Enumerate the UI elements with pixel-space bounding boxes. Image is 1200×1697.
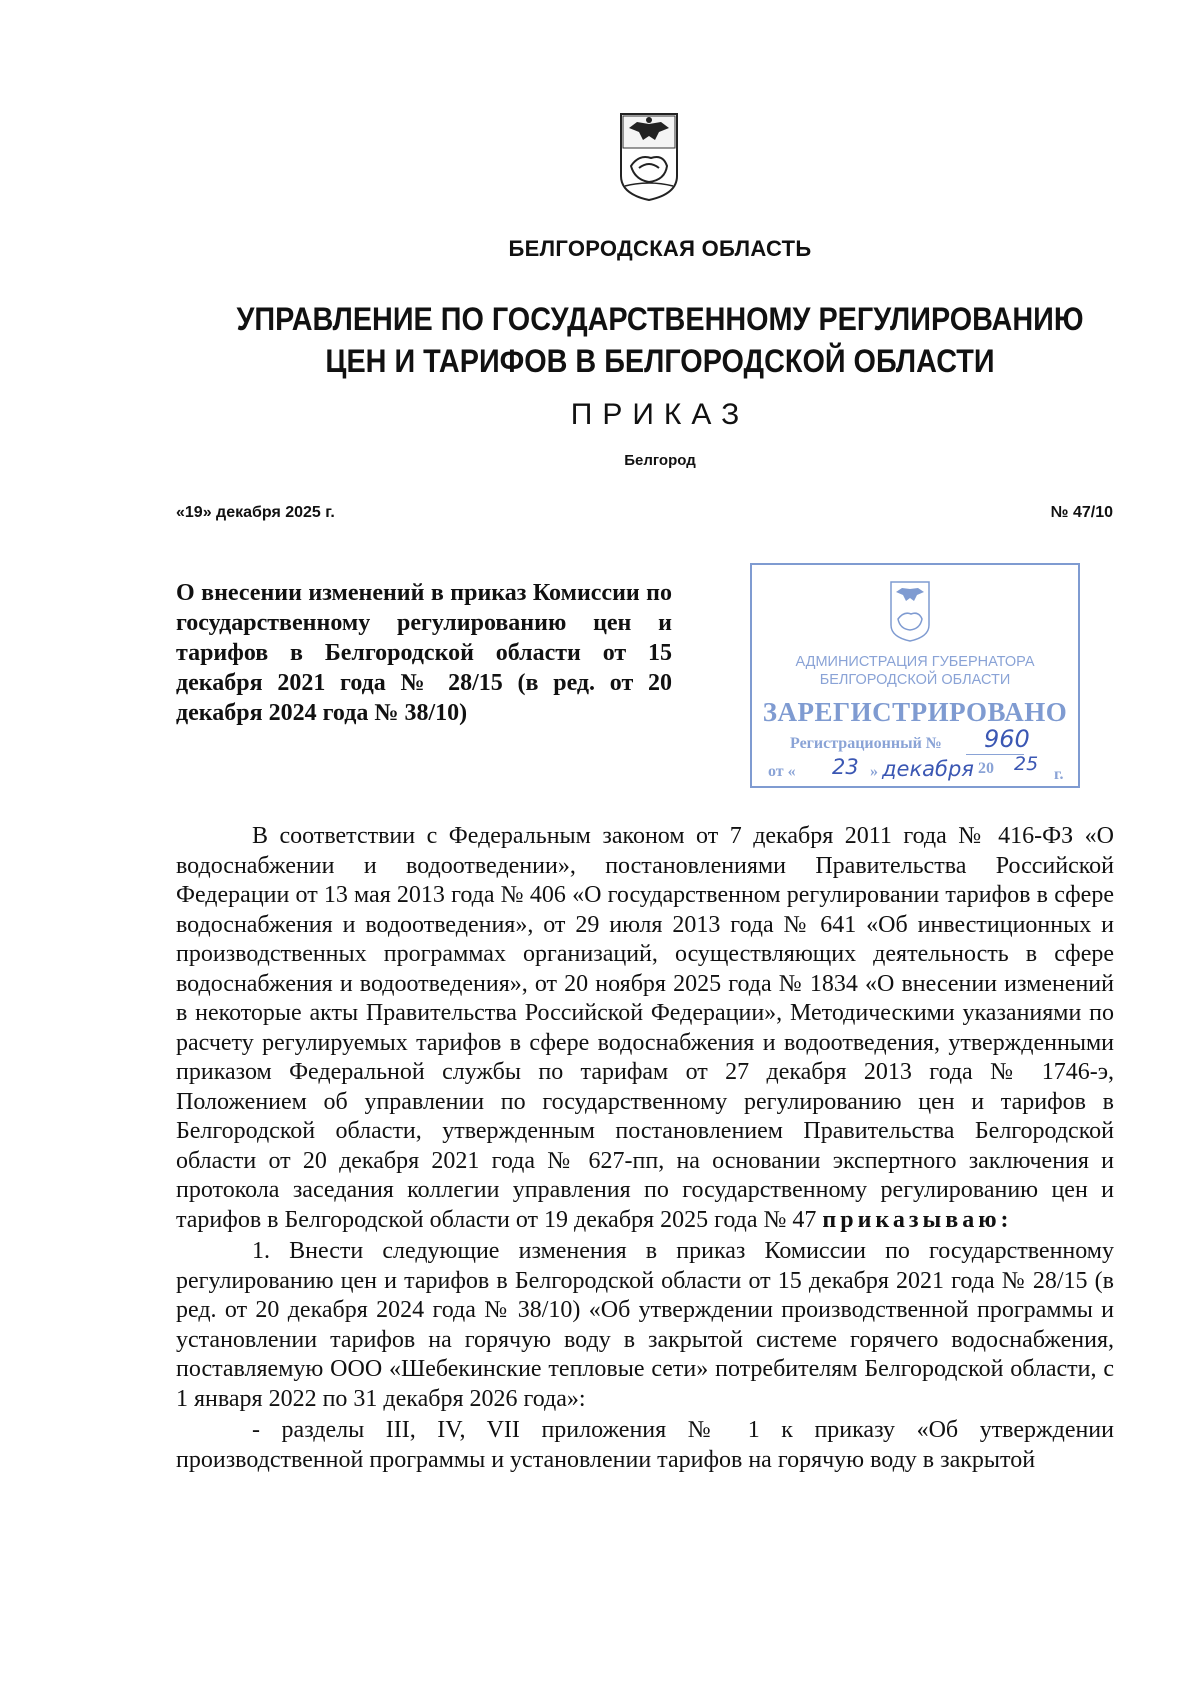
document-type: ПРИКАЗ [570,398,750,431]
registration-stamp [750,563,1080,788]
coat-of-arms-emblem [617,110,681,202]
agency-name-line2: ЦЕН И ТАРИФОВ В БЕЛГОРОДСКОЙ ОБЛАСТИ [325,343,995,379]
body-item-1: 1. Внести следующие изменения в приказ Комиссии по государственному регулированию цен и тарифов в Белгородской области от 15 декабря 2021 года № 28/15 (в ред. от 20 декабря 2024 года № 38/10) «Об утверждении производственной программы и установлении тарифов на горячую воду в закрытой системе горячего водоснабжения, поставляемую ООО «Шебекинские тепловые сети» потребителям Белгородской области, с 1 января 2022 по 31 декабря 2026 года»: [176,1238,1114,1412]
body-item-2: - разделы III, IV, VII приложения № 1 к приказу «Об утверждении производственной программы и установлении тарифов на горячую воду в закрытой [176,1417,1114,1473]
document-number: № 47/10 [1050,504,1113,521]
body-paragraph-preamble [176,822,1114,1235]
stamp-org-line2: БЕЛГОРОДСКОЙ ОБЛАСТИ [819,672,1011,688]
stamp-year-handwritten: 25 [1014,753,1039,775]
stamp-year-suffix: г. [1054,766,1064,783]
stamp-date-prefix: от « [768,763,796,780]
agency-name [228,298,1092,382]
agency-name-line1: УПРАВЛЕНИЕ ПО ГОСУДАРСТВЕННОМУ РЕГУЛИРОВАНИЮ [236,301,1084,337]
stamp-org-line1: АДМИНИСТРАЦИЯ ГУБЕРНАТОРА [795,654,1035,670]
stamp-year-prefix: 20 [978,760,994,777]
region-title: БЕЛГОРОДСКАЯ ОБЛАСТЬ [508,236,812,261]
stamp-organization [752,653,1078,689]
stamp-day: 23 [832,755,859,779]
stamp-day-suffix: » [870,763,878,780]
stamp-emblem-icon [888,579,932,643]
stamp-title: ЗАРЕГИСТРИРОВАНО [762,697,1068,727]
stamp-month: декабря [882,757,974,781]
document-subject: О внесении изменений в приказ Комиссии по государственному регулированию цен и тарифов в Белгородской области от 15 декабря 2021 года № 28/15 (в ред. от 20 декабря 2024 года № 38/10) [176,580,672,726]
stamp-reg-number: 960 [984,725,1030,753]
command-word: приказываю: [822,1206,1013,1233]
document-date: «19» декабря 2025 г. [176,504,335,521]
stamp-reg-label: Регистрационный № [790,735,942,752]
preamble-text: В соответствии с Федеральным законом от 7 декабря 2011 года № 416-ФЗ «О водоснабжении и водоотведении», постановлениями Правительства Российской Федерации от 13 мая 2013 года № 406 «О государственном регулировании тарифов в сфере водоснабжения и водоотведения», от 29 июля 2013 года № 641 «Об инвестиционных и производственных программах организаций, осуществляющих деятельность в сфере водоснабжения и водоотведения», от 20 ноября 2025 года № 1834 «О внесении изменений в некоторые акты Правительства Российской Федерации», Методическими указаниями по расчету регулируемых тарифов в сфере водоснабжения и водоотведения, утвержденными приказом Федеральной службы по тарифам от 27 декабря 2013 года № 1746-э, Положением об управлении по государственному регулированию цен и тарифов в Белгородской области, утвержденным постановлением Правительства Белгородской области от 20 декабря 2021 года № 627-пп, на основании экспертного заключения и протокола заседания коллегии управления по государственному регулированию цен и тарифов в Белгородской области от 19 декабря 2025 года № 47 [176,823,1114,1233]
document-body [176,822,1114,1475]
city: Белгород [624,452,696,469]
